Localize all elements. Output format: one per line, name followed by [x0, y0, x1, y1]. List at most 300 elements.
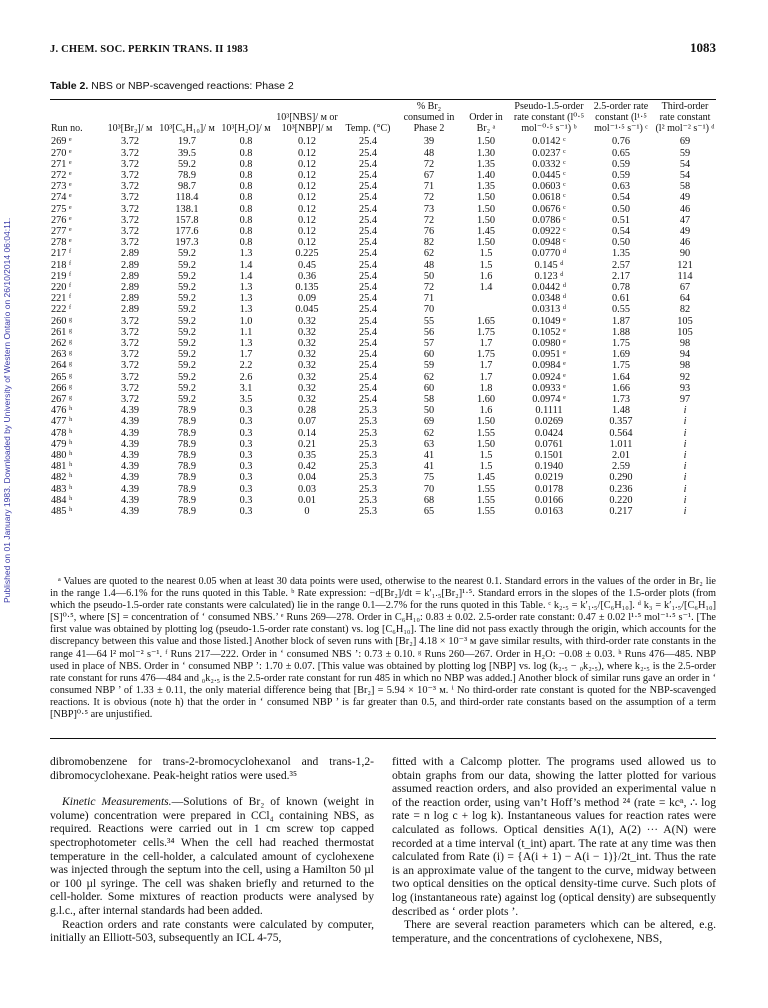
table-cell: 25.3: [358, 416, 378, 428]
table-cell: 0.123 ᵈ: [534, 270, 564, 282]
table-row: [50, 192, 716, 203]
table-cell: 1.88: [611, 326, 631, 338]
table-cell: 2.89: [120, 270, 140, 282]
table-cell: 222 ᶠ: [51, 304, 72, 316]
col-header: Temp. (°C): [345, 122, 391, 134]
table-cell: 1.3: [239, 282, 253, 294]
table-cell: 274 ᵉ: [51, 192, 72, 204]
table-cell: 0.3: [239, 416, 253, 428]
table-cell: 1.3: [239, 304, 253, 316]
table-cell: 63: [423, 438, 435, 450]
table-row: [50, 136, 716, 147]
table-cell: 73: [423, 203, 435, 215]
table-cell: 0.135: [295, 282, 319, 294]
table-cell: 25.4: [358, 147, 378, 159]
table-cell: 0.0332 ᶜ: [532, 158, 566, 170]
table-cell: 177.6: [175, 226, 199, 238]
table-cell: 78.9: [177, 506, 197, 518]
paragraph: fitted with a Calcomp plotter. The programs used allowed us to obtain graphs from our data, showing the latter plotted for various assumed reaction orders, and also provided an experimental value n of the reaction order, using van’t Hoff’s method ²⁴ (rate = kcⁿ, ∴ log rate = n log c + log k). Instantaneous values for reaction rates were calculated as follows. Optical densities A(1), A(2) ··· A(N) were recorded at a time interval (t_int) apart. The rate at any time was then calculated from Rate (i) = {A(i + 1) − A(i − 1)}/2t_int. Thus the rate is an approximate value of the tangent to the curve, midway between two optical densities on the optical density-time curve. Such plots of log (instantaneous rate) against log (optical density) are subsequently described as ‘ order plots ’.: [392, 755, 716, 918]
table-cell: 1.7: [479, 360, 493, 372]
table-cell: 121: [677, 259, 693, 271]
table-cell: 219 ᶠ: [51, 270, 72, 282]
table-cell: 3.72: [120, 214, 140, 226]
table-cell: 3.72: [120, 192, 140, 204]
table-cell: 1.1: [239, 326, 253, 338]
table-cell: 0.8: [239, 192, 253, 204]
table-row: [50, 304, 716, 315]
table-cell: 98.7: [177, 181, 197, 193]
table-cell: 0.225: [295, 248, 319, 260]
table-cell: 0.12: [297, 147, 317, 159]
table-caption: [50, 80, 294, 92]
right-column: [392, 755, 716, 945]
table-cell: 4.39: [120, 427, 140, 439]
table-cell: 3.72: [120, 226, 140, 238]
table-cell: 0.03: [297, 483, 317, 495]
table-row: [50, 461, 716, 472]
table-cell: 1.3: [239, 338, 253, 350]
table-cell: 46: [679, 237, 691, 249]
table-cell: 1.75: [611, 360, 631, 372]
table-cell: 0.8: [239, 181, 253, 193]
table-cell: 3.5: [239, 394, 253, 406]
table-cell: 1.69: [611, 349, 631, 361]
table-cell: 3.1: [239, 382, 253, 394]
table-cell: 483 ʰ: [51, 483, 73, 495]
table-cell: 78.9: [177, 416, 197, 428]
table-cell: 0.50: [611, 203, 631, 215]
table-cell: 197.3: [175, 237, 199, 249]
table-cell: 0.28: [297, 405, 317, 417]
table-cell: 55: [423, 315, 435, 327]
table-cell: 25.4: [358, 181, 378, 193]
table-cell: 50: [423, 270, 435, 282]
table-cell: 0.8: [239, 226, 253, 238]
table-cell: 49: [679, 192, 691, 204]
table-cell: 3.72: [120, 360, 140, 372]
running-head: [50, 40, 716, 56]
table-cell: 72: [423, 214, 435, 226]
table-cell: 3.72: [120, 203, 140, 215]
paragraph: dibromobenzene for trans-2-bromocyclohexanol and trans-1,2-dibromocyclohexane. Peak-height ratios were used.³⁵: [50, 755, 374, 782]
table-cell: 4.39: [120, 405, 140, 417]
table-cell: 0.54: [611, 192, 631, 204]
table-cell: 479 ʰ: [51, 438, 73, 450]
table-cell: 48: [423, 147, 435, 159]
table-cell: 4.39: [120, 494, 140, 506]
table-cell: 93: [679, 382, 691, 394]
table-cell: 58: [679, 181, 691, 193]
table-cell: 1.5: [479, 461, 493, 473]
table-cell: 65: [423, 506, 435, 518]
table-cell: 0.65: [611, 147, 631, 159]
table-cell: 0.07: [297, 416, 317, 428]
table-cell: 0.0219: [534, 472, 564, 484]
table-cell: i: [683, 450, 687, 462]
table-cell: 0.0442 ᵈ: [531, 282, 567, 294]
journal-title: J. CHEM. SOC. PERKIN TRANS. II 1983: [50, 44, 249, 55]
table-cell: 105: [677, 315, 693, 327]
table-cell: 1.5: [479, 259, 493, 271]
table-cell: 0.32: [297, 338, 317, 350]
table-cell: 4.39: [120, 483, 140, 495]
table-cell: 0.145 ᵈ: [534, 259, 564, 271]
table-cell: 25.4: [358, 203, 378, 215]
table-cell: 25.3: [358, 461, 378, 473]
table-cell: 70: [423, 483, 435, 495]
table-cell: 59.2: [177, 158, 197, 170]
table-cell: 270 ᵉ: [51, 147, 72, 159]
table-cell: 0.32: [297, 349, 317, 361]
col-header: 2.5-order rate constant (l¹·⁵ mol⁻¹·⁵ s⁻¹) ᶜ: [593, 101, 649, 134]
table-cell: 72: [423, 192, 435, 204]
table-cell: 0.12: [297, 214, 317, 226]
table-cell: 271 ᵉ: [51, 158, 72, 170]
table-cell: 46: [679, 203, 691, 215]
table-cell: 25.3: [358, 494, 378, 506]
table-cell: 118.4: [175, 192, 199, 204]
table-cell: 0.3: [239, 405, 253, 417]
table-cell: 97: [679, 394, 691, 406]
table-footnotes: [50, 576, 716, 721]
table-cell: i: [683, 483, 687, 495]
table-row: [50, 226, 716, 237]
table-cell: 0.0269: [534, 416, 564, 428]
table-cell: 0.32: [297, 382, 317, 394]
table-cell: 0.12: [297, 203, 317, 215]
table-cell: 39.5: [177, 147, 197, 159]
table-cell: 0: [304, 506, 310, 518]
table-cell: 1.55: [476, 494, 496, 506]
table-cell: 480 ʰ: [51, 450, 73, 462]
table-cell: 25.4: [358, 304, 378, 316]
table-cell: 265 ᵍ: [51, 371, 73, 383]
table-cell: 0.8: [239, 147, 253, 159]
table-cell: 50: [423, 405, 435, 417]
table-cell: 25.4: [358, 326, 378, 338]
table-cell: 0.3: [239, 450, 253, 462]
table-cell: 262 ᵍ: [51, 338, 73, 350]
table-cell: 220 ᶠ: [51, 282, 72, 294]
table-cell: 2.59: [611, 461, 631, 473]
download-watermark: Published on 01 January 1983. Downloaded by University of Western Ontario on 26/10/2014 06:04:11.: [2, 217, 12, 603]
table-row: [50, 349, 716, 360]
table-cell: 0.12: [297, 192, 317, 204]
table-cell: 114: [677, 270, 693, 282]
table-row: [50, 327, 716, 338]
table-cell: 25.4: [358, 248, 378, 260]
table-cell: 60: [423, 349, 435, 361]
table-row: [50, 338, 716, 349]
table-cell: 1.5: [479, 450, 493, 462]
table-cell: 0.8: [239, 214, 253, 226]
footnote-text: ᵃ Values are quoted to the nearest 0.05 when at least 30 data points were used, otherwise to the nearest 0.1. Standard errors in the values of the order in Br₂ lie in the range 1.4—6.1% for the runs quoted in this Table. ᵇ Rate expression: −d[Br₂]/dt = k′₁.₅[Br₂]¹·⁵. Standard errors in the slopes of the 1.5-order plots (from which the pseudo-1.5-order rate constants were calculated) lie in the range 0.1—2.7% for the runs quoted in this Table. ᶜ k₂.₅ = k′₁.₅/[C₆H₁₀]. ᵈ k₃ = k′₁.₅/[C₆H₁₀][S]⁰·⁵, where [S] = concentration of ‘ consumed NBS.’ ᵉ Runs 269—278. Order in C₆H₁₀: 0.83 ± 0.02. 2.5-order rate constant: 0.47 ± 0.02 l¹·⁵ mol⁻¹·⁵ s⁻¹. [The first value was obtained by plotting log (pseudo-1.5-order rate constant) vs. log [C₆H₁₀]. The line did not pass exactly through the origin, which accounts for the discrepancy between this value and those listed.] Another block of seven runs with [Br₂] 4.18 × 10⁻³ м gave similar results, with third-order rate constants in the range 41—64 l² mol⁻² s⁻¹. ᶠ Runs 217—222. Order in ‘ consumed NBS ’: 0.73 ± 0.10. ᵍ Runs 260—267. Order in H₂O: −0.08 ± 0.03. ʰ Runs 476—485. NBP used in place of NBS. Order in ‘ consumed NBP ’: 1.70 ± 0.07. [This value was obtained by plotting log [NBP] vs. log (k₂.₅ − ₀k₂.₅), where k₂.₅ is the 2.5-order rate constant for runs 476—484 and ₀k₂.₅ is the 2.5-order rate constant for run 485 in which no NBP was added.] Another block of similar runs gave an order in ‘ consumed NBP ’ of 1.33 ± 0.11, the only material difference being that [Br₂] = 5.94 × 10⁻³ м. ⁱ No third-order rate constant is quoted for the NBP-scavenged reactions. It is obvious (note h) that the order in ‘ consumed NBP ’ is far greater than 0.5, and third-order rate constants based on the assumption of a term [NBP]⁰·⁵ are unjustified.: [50, 576, 716, 721]
table-cell: i: [683, 405, 687, 417]
paragraph: Reaction orders and rate constants were calculated by computer, initially an Elliott-503, subsequently an ICL 4-75,: [50, 917, 374, 945]
table-cell: 2.01: [611, 450, 631, 462]
table-cell: 0.8: [239, 158, 253, 170]
table-cell: 2.89: [120, 282, 140, 294]
table-cell: 1.60: [476, 394, 496, 406]
table-cell: 25.4: [358, 170, 378, 181]
table-cell: 64: [679, 293, 691, 305]
table-row: [50, 215, 716, 226]
table-cell: 25.3: [358, 450, 378, 462]
table-row: [50, 439, 716, 450]
table-cell: 0.1501: [534, 450, 564, 462]
table-cell: 1.7: [239, 349, 253, 361]
table-bottom-rule: [50, 738, 716, 739]
table-cell: 3.72: [120, 371, 140, 383]
table-cell: 484 ʰ: [51, 494, 73, 506]
table-cell: 3.72: [120, 382, 140, 394]
table-cell: 49: [679, 226, 691, 238]
table-cell: 25.3: [358, 438, 378, 450]
table-cell: 1.50: [476, 214, 496, 226]
table-cell: 82: [423, 237, 435, 249]
col-header: Third-order rate constant (l² mol⁻² s⁻¹) ᵈ: [655, 101, 715, 134]
table-cell: 481 ʰ: [51, 461, 73, 473]
table-cell: 2.2: [239, 360, 253, 372]
table-cell: 1.011: [609, 438, 633, 450]
table-cell: 0.217: [609, 506, 633, 518]
table-cell: 70: [423, 304, 435, 316]
table-cell: 57: [423, 338, 435, 350]
table-cell: 1.55: [476, 427, 496, 439]
table-cell: 0.0178: [534, 483, 564, 495]
paragraph-text: —Solutions of Br₂ of known (weight in volume) concentration were prepared in CCl₄ containing NBS, as required. Reactions were carried out in 1 cm screw top capped spectrophotometer cells.³⁴ When the cell had reached thermostat temperature in the cell-holder, a calculated amount of cyclohexene was injected through the septum into the cell, using a Hamilton 50 µl or 100 µl syringe. The cell was shaken briefly and returned to the cell-holder. Some mixtures of reaction products were analysed by g.l.c., after internal standards had been added.: [50, 795, 374, 917]
table-cell: 25.3: [358, 472, 378, 484]
table-cell: 1.8: [479, 382, 493, 394]
table-cell: 54: [679, 170, 691, 181]
table-row: [50, 237, 716, 248]
table-cell: 0.0770 ᵈ: [531, 248, 567, 260]
table-cell: 0.0980 ᵉ: [532, 338, 566, 350]
table-cell: 0.51: [611, 214, 631, 226]
table-cell: 1.48: [611, 405, 631, 417]
table-cell: i: [683, 506, 687, 518]
table-cell: 1.50: [476, 203, 496, 215]
table-row: [50, 360, 716, 371]
table-cell: 59.2: [177, 371, 197, 383]
table-cell: 0.09: [297, 293, 317, 305]
table-cell: 1.4: [239, 259, 253, 271]
table-cell: 71: [423, 181, 435, 193]
table-cell: 105: [677, 326, 693, 338]
table-cell: 0.12: [297, 226, 317, 238]
table-cell: 92: [679, 371, 691, 383]
table-cell: 59.2: [177, 304, 197, 316]
table-cell: 1.3: [239, 248, 253, 260]
table-cell: 267 ᵍ: [51, 394, 73, 406]
table-row: [50, 181, 716, 192]
table-cell: 0.0313 ᵈ: [531, 304, 567, 316]
table-row: [50, 506, 716, 517]
table-cell: 0.32: [297, 394, 317, 406]
table-cell: [462, 293, 510, 304]
table-cell: 72: [423, 282, 435, 294]
table-cell: 82: [679, 304, 691, 316]
table-row: [50, 405, 716, 416]
table-cell: 1.45: [476, 472, 496, 484]
table-cell: i: [683, 416, 687, 428]
table-cell: 0.0142 ᶜ: [532, 136, 566, 148]
table-cell: 1.4: [479, 282, 493, 294]
table-cell: 60: [423, 382, 435, 394]
table-row: [50, 383, 716, 394]
table-cell: 98: [679, 360, 691, 372]
table-cell: 3.72: [120, 147, 140, 159]
table-row: [50, 293, 716, 304]
table-cell: 3.72: [120, 315, 140, 327]
table-cell: 59.2: [177, 394, 197, 406]
table-cell: 0.3: [239, 472, 253, 484]
table-cell: 59.2: [177, 349, 197, 361]
table-cell: 25.4: [358, 360, 378, 372]
table-cell: 3.72: [120, 237, 140, 249]
col-header: % Br₂ consumed in Phase 2: [403, 101, 455, 134]
table-cell: 25.4: [358, 315, 378, 327]
table-cell: 1.50: [476, 237, 496, 249]
col-header: Order in Br₂ ᵃ: [469, 111, 503, 134]
table-cell: 2.89: [120, 248, 140, 260]
table-cell: 71: [423, 293, 435, 305]
table-cell: 261 ᵍ: [51, 326, 73, 338]
table-cell: 4.39: [120, 450, 140, 462]
table-cell: 78.9: [177, 405, 197, 417]
table-cell: 0.21: [297, 438, 317, 450]
table-cell: 264 ᵍ: [51, 360, 73, 372]
table-row: [50, 148, 716, 159]
table-row: [50, 428, 716, 439]
table-cell: 0.357: [609, 416, 633, 428]
table-cell: 1.35: [476, 181, 496, 193]
table-cell: 4.39: [120, 472, 140, 484]
table-cell: 56: [423, 326, 435, 338]
table-cell: 0.61: [611, 293, 631, 305]
table-cell: 0.0603 ᶜ: [532, 181, 566, 193]
table-cell: 2.89: [120, 293, 140, 305]
table-cell: 25.3: [358, 427, 378, 439]
table-cell: 0.0786 ᶜ: [532, 214, 566, 226]
body-text: [50, 755, 716, 945]
table-cell: 0.3: [239, 427, 253, 439]
table-cell: i: [683, 427, 687, 439]
table-cell: 138.1: [175, 203, 199, 215]
table-cell: 48: [423, 259, 435, 271]
table-cell: 0.0237 ᶜ: [532, 147, 566, 159]
table-cell: 68: [423, 494, 435, 506]
table-cell: 59.2: [177, 382, 197, 394]
table-cell: 269 ᵉ: [51, 136, 72, 148]
table-cell: 90: [679, 248, 691, 260]
table-cell: 3.72: [120, 338, 140, 350]
table-row: [50, 495, 716, 506]
table-cell: 0.045: [295, 304, 319, 316]
table-cell: 25.4: [358, 192, 378, 204]
table-cell: 78.9: [177, 461, 197, 473]
table-cell: 0.3: [239, 506, 253, 518]
table-cell: 59.2: [177, 293, 197, 305]
table-cell: 1.3: [239, 293, 253, 305]
col-header: Run no.: [51, 122, 83, 134]
table-cell: 1.87: [611, 315, 631, 327]
table-cell: 59.2: [177, 360, 197, 372]
table-cell: 98: [679, 338, 691, 350]
table-cell: 0.8: [239, 237, 253, 249]
table-cell: 0.3: [239, 483, 253, 495]
table-cell: 277 ᵉ: [51, 226, 72, 238]
section-heading: Kinetic Measurements.: [62, 795, 172, 809]
table-cell: 25.4: [358, 382, 378, 394]
table-cell: 25.4: [358, 158, 378, 170]
table-cell: 0.0924 ᵉ: [532, 371, 566, 383]
table-cell: 1.7: [479, 371, 493, 383]
table-cell: 0.59: [611, 170, 631, 181]
table-cell: 67: [423, 170, 435, 181]
table-cell: 62: [423, 248, 435, 260]
table-cell: 478 ʰ: [51, 427, 73, 439]
table-cell: 2.89: [120, 259, 140, 271]
table-cell: 78.9: [177, 483, 197, 495]
table-cell: 39: [423, 136, 435, 148]
table-cell: 0.8: [239, 203, 253, 215]
table-row: [50, 159, 716, 170]
table-cell: 218 ᶠ: [51, 259, 72, 271]
table-cell: 2.57: [611, 259, 631, 271]
table-cell: 78.9: [177, 494, 197, 506]
table-cell: 3.72: [120, 170, 140, 181]
table-cell: 0.0676 ᶜ: [532, 203, 566, 215]
table-cell: 0.12: [297, 237, 317, 249]
table-cell: 217 ᶠ: [51, 248, 72, 260]
table-cell: 59.2: [177, 282, 197, 294]
table-cell: 0.3: [239, 494, 253, 506]
table-cell: 59.2: [177, 338, 197, 350]
table-cell: 1.75: [476, 326, 496, 338]
table-cell: 25.3: [358, 506, 378, 518]
table-cell: 0.35: [297, 450, 317, 462]
table-cell: 25.4: [358, 349, 378, 361]
col-header: 10³[C₆H₁₀]/ м: [159, 122, 215, 134]
table-cell: 0.564: [609, 427, 633, 439]
table-cell: 0.32: [297, 315, 317, 327]
table-cell: 0.290: [609, 472, 633, 484]
table-cell: 0.0974 ᵉ: [532, 394, 566, 406]
table-cell: 0.14: [297, 427, 317, 439]
table-cell: 1.4: [239, 270, 253, 282]
paragraph: There are several reaction parameters which can be altered, e.g. temperature, and the concentrations of cyclohexene, NBS,: [392, 918, 716, 945]
table-cell: 59: [423, 360, 435, 372]
col-header: 10³[H₂O]/ м: [221, 122, 271, 134]
table-cell: 266 ᵍ: [51, 382, 73, 394]
table-cell: 0.3: [239, 461, 253, 473]
table-cell: i: [683, 461, 687, 473]
table-cell: 59.2: [177, 270, 197, 282]
table-cell: 2.89: [120, 304, 140, 316]
table-cell: 0.0618 ᶜ: [532, 192, 566, 204]
table-cell: 1.50: [476, 438, 496, 450]
table-cell: 0.45: [297, 259, 317, 271]
table-cell: 78.9: [177, 170, 197, 181]
table-row: [50, 484, 716, 495]
table-cell: 25.4: [358, 270, 378, 282]
table-cell: 25.4: [358, 371, 378, 383]
table-cell: 0.236: [609, 483, 633, 495]
table-cell: 1.0: [239, 315, 253, 327]
table-cell: 1.30: [476, 147, 496, 159]
table-cell: 3.72: [120, 136, 140, 148]
